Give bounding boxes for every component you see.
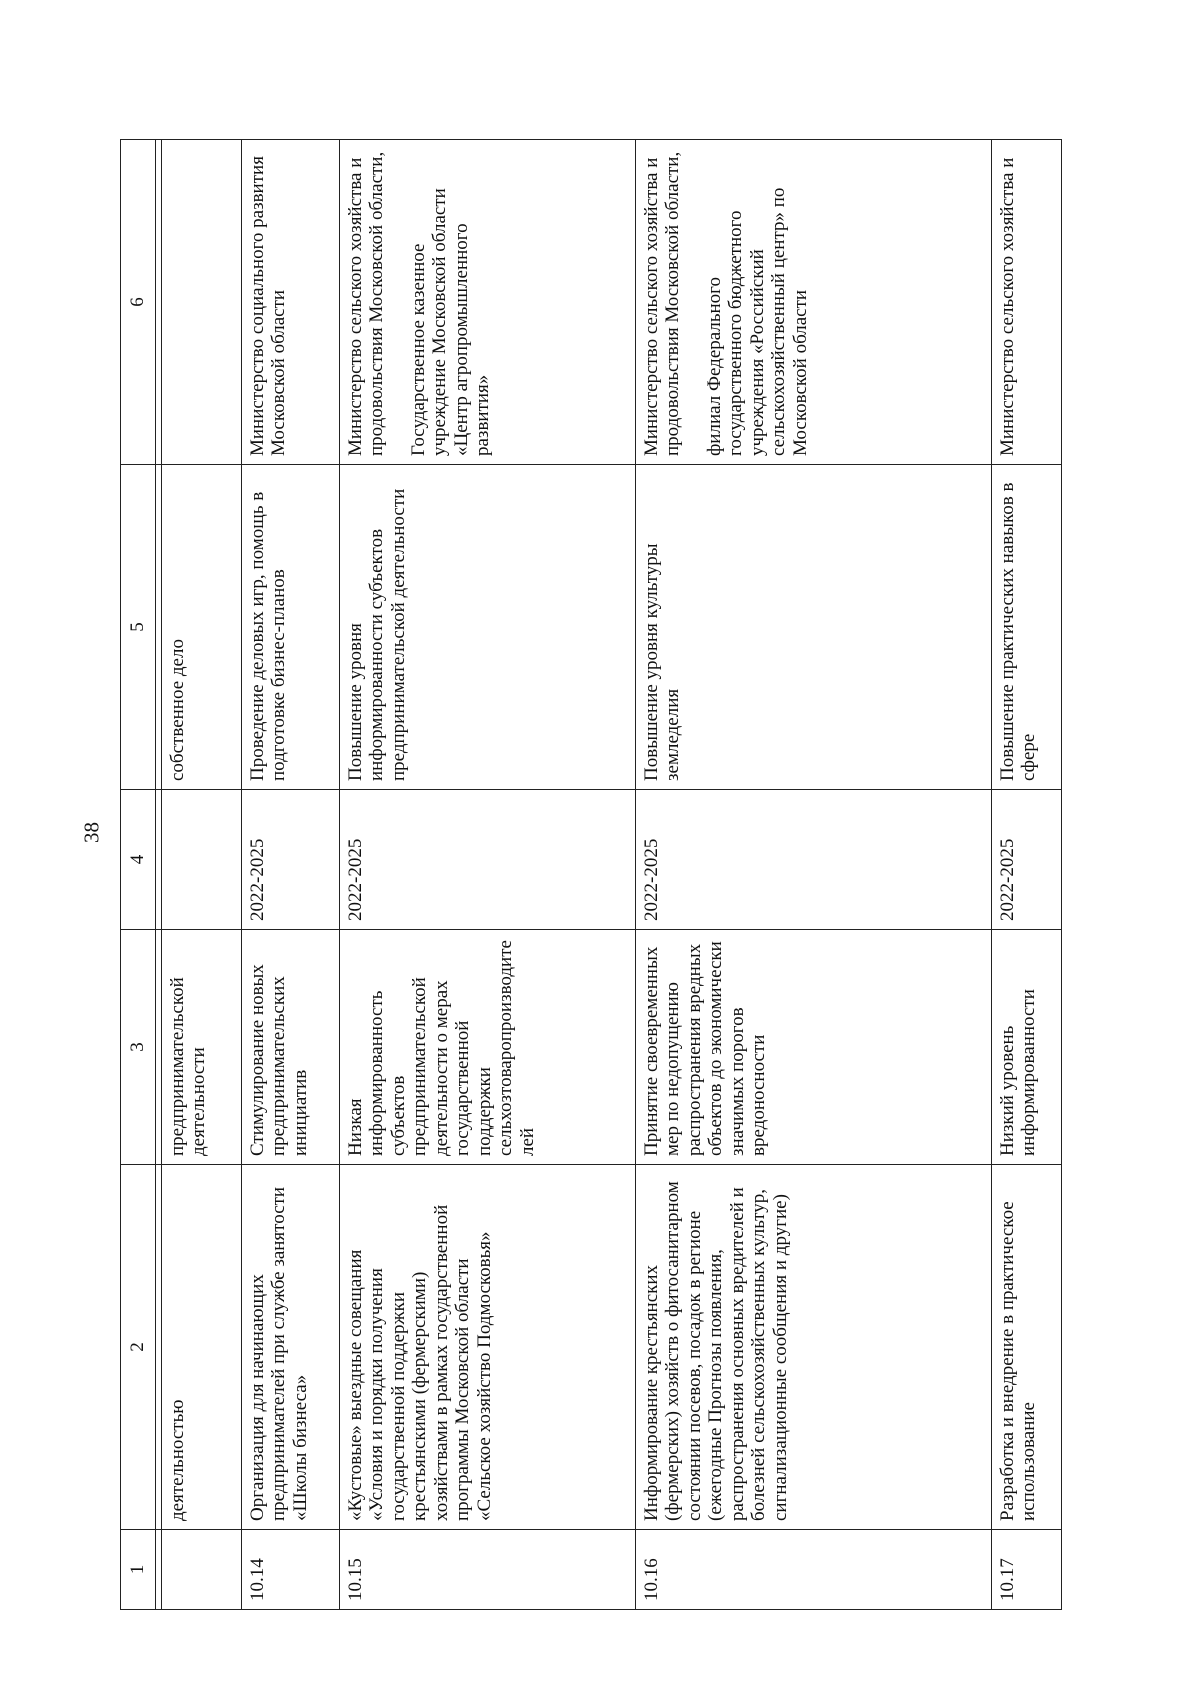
cell-result: Повышение уровня информированности субъектов предпринимательской деятельности [340, 465, 636, 790]
header-col-1: 1 [121, 1530, 156, 1610]
cell-problem: Низкий уровень информированности [992, 930, 1062, 1165]
cell-event: Информирование крестьянских (фермерских) хозяйств о фитосанитарном состоянии посевов, посадок в регионе (ежегодные Прогнозы появления, распространения основных вредителей и болезней сельскохозяйственных культур, сигнализационные сообщения и другие) [636, 1165, 992, 1530]
table-row-10-14 [242, 140, 340, 1610]
cell-executors [636, 140, 992, 465]
cell-executors [162, 140, 242, 465]
header-col-3: 3 [121, 930, 156, 1165]
header-col-2: 2 [121, 1165, 156, 1530]
cell-num: 10.16 [636, 1530, 992, 1610]
measures-table [120, 139, 1062, 1610]
continuation-row [162, 140, 242, 1610]
cell-num [162, 1530, 242, 1610]
cell-result: Повышение уровня культуры земледелия [636, 465, 992, 790]
cell-event: деятельностью [162, 1165, 242, 1530]
header-row [121, 140, 156, 1610]
executor-line: филиал Федерального государственного бюджетного учреждения «Российский сельскохозяйственный центр» по Московской области [703, 187, 811, 456]
cell-period [162, 790, 242, 930]
cell-event: Разработка и внедрение в практическое использование [992, 1165, 1062, 1530]
cell-problem: Принятие своевременных мер по недопущению распространения вредных объектов до экономически значимых порогов вредоносности [636, 930, 992, 1165]
executor-line: Министерство сельского хозяйства и [997, 157, 1018, 456]
table-row-10-16 [636, 140, 992, 1610]
executor-line: Министерство сельского хозяйства и продовольствия Московской области, [641, 151, 684, 456]
header-col-4: 4 [121, 790, 156, 930]
page-number: 38 [79, 822, 104, 843]
cell-problem: Низкая информированность субъектов предпринимательской деятельности о мерах государственной поддержки сельхозтоваропроизводителей [340, 930, 636, 1165]
cell-period: 2022-2025 [242, 790, 340, 930]
rotated-table-container [120, 140, 1055, 1610]
cell-event: «Кустовые» выездные совещания «Условия и порядки получения государственной поддержки крестьянскими (фермерскими) хозяйствами в рамках государственной программы Московской области «Сельское хозяйство Подмосковья» [340, 1165, 636, 1530]
cell-result: собственное дело [162, 465, 242, 790]
header-col-5: 5 [121, 465, 156, 790]
cell-executors [242, 140, 340, 465]
cell-result: Повышение практических навыков в сфере [992, 465, 1062, 790]
cell-period: 2022-2025 [992, 790, 1062, 930]
cell-period: 2022-2025 [636, 790, 992, 930]
cell-period: 2022-2025 [340, 790, 636, 930]
table-row-10-15 [340, 140, 636, 1610]
cell-event: Организация для начинающих предпринимателей при службе занятости «Школы бизнеса» [242, 1165, 340, 1530]
cell-executors [340, 140, 636, 465]
executor-line: Министерство сельского хозяйства и продовольствия Московской области, [345, 151, 388, 456]
cell-num: 10.14 [242, 1530, 340, 1610]
cell-result: Проведение деловых игр, помощь в подготовке бизнес-планов [242, 465, 340, 790]
cell-executors [992, 140, 1062, 465]
cell-num: 10.17 [992, 1530, 1062, 1610]
cell-num: 10.15 [340, 1530, 636, 1610]
executor-line: Государственное казенное учреждение Московской области «Центр агропромышленного развития» [407, 188, 494, 456]
table-row-10-17 [992, 140, 1062, 1610]
executor-line: Министерство социального развития Московской области [247, 156, 290, 456]
cell-problem: Стимулирование новых предпринимательских инициатив [242, 930, 340, 1165]
cell-problem: предпринимательской деятельности [162, 930, 242, 1165]
header-col-6: 6 [121, 140, 156, 465]
